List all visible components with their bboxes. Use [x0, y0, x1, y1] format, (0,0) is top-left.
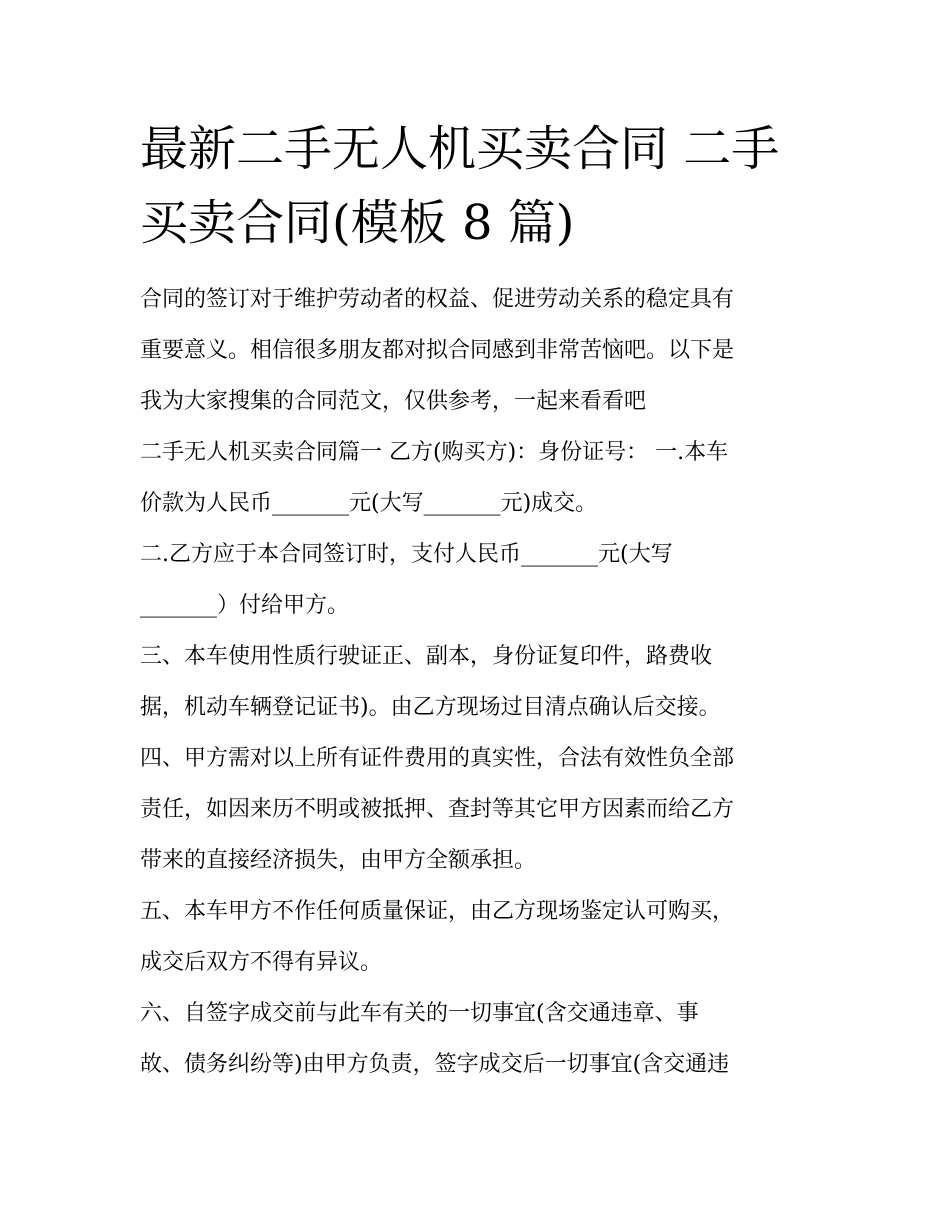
text-line: 责任，如因来历不明或被抵押、查封等其它甲方因素而给乙方 — [140, 797, 735, 822]
text-line: 我为大家搜集的合同范文，仅供参考，一起来看看吧 — [140, 389, 647, 414]
text-line: 成交后双方不得有异议。 — [140, 950, 383, 975]
text-line: 合同的签订对于维护劳动者的权益、促进劳动关系的稳定具有 — [140, 287, 735, 312]
text-line: 三、本车使用性质行驶证正、副本，身份证复印件，路费收 — [140, 644, 713, 669]
text-line: _______）付给甲方。 — [140, 593, 350, 618]
text-line: 带来的直接经济损失，由甲方全额承担。 — [140, 848, 537, 873]
text-line: 二手无人机买卖合同篇一 乙方(购买方)：身份证号： 一.本车 — [140, 440, 729, 465]
text-line: 价款为人民币_______元(大写_______元)成交。 — [140, 491, 598, 516]
text-line: 故、债务纠纷等)由甲方负责，签字成交后一切事宜(含交通违 — [140, 1052, 730, 1077]
title-line: 最新二手无人机买卖合同 二手 — [140, 121, 780, 177]
text-line: 重要意义。相信很多朋友都对拟合同感到非常苦恼吧。以下是 — [140, 338, 735, 363]
document-title — [140, 112, 840, 260]
text-line: 五、本车甲方不作任何质量保证，由乙方现场鉴定认可购买， — [140, 899, 735, 924]
text-line: 据，机动车辆登记证书)。由乙方现场过目清点确认后交接。 — [140, 695, 721, 720]
text-line: 六、自签字成交前与此车有关的一切事宜(含交通违章、事 — [140, 1001, 699, 1026]
document-body — [140, 282, 830, 1098]
text-line: 二.乙方应于本合同签订时，支付人民币_______元(大写 — [140, 542, 673, 567]
text-line: 四、甲方需对以上所有证件费用的真实性，合法有效性负全部 — [140, 746, 735, 771]
title-line: 买卖合同(模板 8 篇) — [140, 195, 575, 251]
